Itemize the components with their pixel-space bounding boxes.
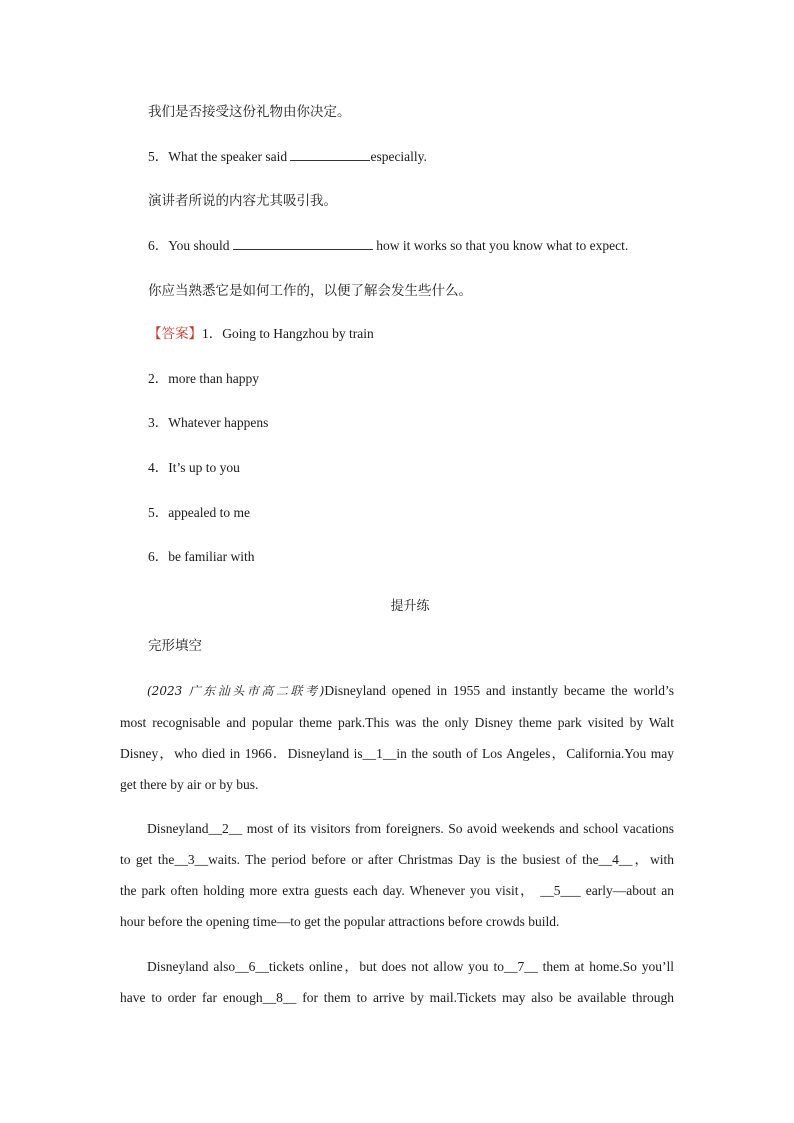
passage-line: Disneyland__2__ most of its visitors from foreigners. So avoid weekends and school vacations <box>147 821 674 836</box>
passage-line: have to order far enough__8__ for them to arrive by mail.Tickets may also be available through <box>120 990 674 1005</box>
passage-line: the park often holding more extra guests each day. Whenever you visit， __5___ early—about an <box>120 883 674 898</box>
passage-line <box>120 675 674 707</box>
passage-line: hour before the opening time—to get the popular attractions before crowds build. <box>120 914 560 929</box>
passage-paragraph-1 <box>120 675 674 800</box>
item-5 <box>148 148 427 165</box>
passage-source: (2023 广东汕头市高二联考) <box>147 684 325 698</box>
passage-line: Disneyland also__6__tickets online，but does not allow you to__7__ them at home.So you’ll <box>147 959 674 974</box>
answer-label: 【答案】 <box>148 326 202 342</box>
subsection-title: 完形填空 <box>148 638 202 654</box>
passage-paragraph-2 <box>120 813 674 937</box>
answer-1 <box>148 326 374 342</box>
item-5-translation: 演讲者所说的内容尤其吸引我。 <box>148 193 337 209</box>
answer-text: 1．Going to Hangzhou by train <box>202 326 374 341</box>
item-6-suffix: how it works so that you know what to expect. <box>376 238 629 253</box>
passage-line: Disney，who died in 1966．Disneyland is__1__in the south of Los Angeles，California.You may <box>120 746 674 761</box>
answer-2: 2．more than happy <box>148 371 259 386</box>
section-title: 提升练 <box>390 599 430 614</box>
item-5-prefix: What the speaker said <box>168 149 288 164</box>
answer-3: 3．Whatever happens <box>148 415 269 430</box>
passage-line: get there by air or by bus. <box>120 777 259 792</box>
answer-5: 5．appealed to me <box>148 505 250 520</box>
answer-6: 6．be familiar with <box>148 549 255 564</box>
passage-paragraph-3 <box>120 951 674 1013</box>
answer-4: 4．It’s up to you <box>148 460 240 475</box>
item-6 <box>148 237 628 254</box>
passage-line-text: Disneyland opened in 1955 and instantly became the world’s <box>324 683 674 698</box>
item-5-suffix: especially. <box>370 149 427 164</box>
item-5-number: 5． <box>148 149 169 164</box>
item-6-prefix: You should <box>168 238 230 253</box>
item-5-blank <box>290 148 370 161</box>
item-6-blank <box>233 237 373 250</box>
item-4-translation: 我们是否接受这份礼物由你决定。 <box>148 104 351 120</box>
item-6-number: 6． <box>148 238 169 253</box>
passage-line: most recognisable and popular theme park.This was the only Disney theme park visited by Walt <box>120 715 674 730</box>
passage-line: to get the__3__waits. The period before or after Christmas Day is the busiest of the__4__，with <box>120 852 674 867</box>
item-6-translation: 你应当熟悉它是如何工作的，以便了解会发生些什么。 <box>148 283 472 299</box>
